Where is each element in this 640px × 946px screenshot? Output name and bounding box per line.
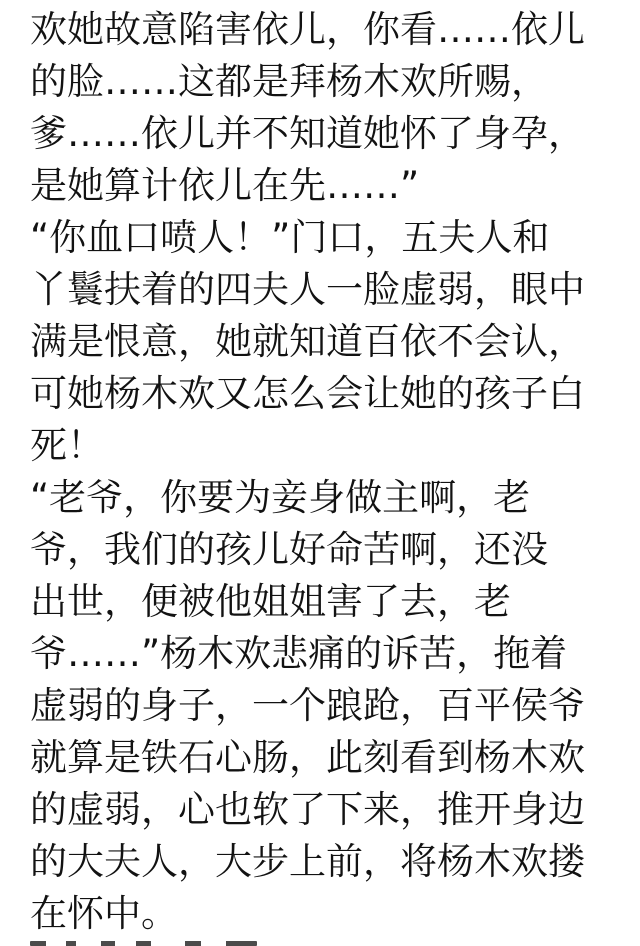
- text-line: 在怀中。: [30, 892, 178, 935]
- text-line: 死！: [30, 424, 104, 467]
- text-line: 的虚弱，心也软了下来，推开身边: [30, 788, 585, 831]
- text-line: 是她算计依儿在先……”: [30, 164, 420, 207]
- text-line: 的大夫人，大步上前，将杨木欢搂: [30, 840, 585, 883]
- text-line: 的脸……这都是拜杨木欢所赐，: [30, 60, 548, 103]
- text-line: “老爷，你要为妾身做主啊，老: [30, 476, 531, 519]
- text-line: 爷……”杨木欢悲痛的诉苦，拖着: [30, 632, 568, 675]
- text-line: 就算是铁石心肠，此刻看到杨木欢: [30, 736, 585, 779]
- text-line: 爹……依儿并不知道她怀了身孕，: [30, 112, 585, 155]
- text-line: 虚弱的身子，一个踉跄，百平侯爷: [30, 684, 585, 727]
- text-line: 欢她故意陷害依儿，你看……依儿: [30, 8, 585, 51]
- text-line: “你血口喷人！”门口，五夫人和: [30, 216, 550, 259]
- paragraph: [30, 4, 614, 212]
- text-line: 爷，我们的孩儿好命苦啊，还没: [30, 528, 548, 571]
- paragraph: [30, 472, 614, 940]
- clipped-next-line-fragment: [30, 941, 257, 946]
- text-line: 出世，便被他姐姐害了去，老: [30, 580, 511, 623]
- text-line: 满是恨意，她就知道百依不会认，: [30, 320, 585, 363]
- reader-text-content: [30, 4, 614, 940]
- paragraph: [30, 212, 614, 472]
- text-line: 可她杨木欢又怎么会让她的孩子白: [30, 372, 585, 415]
- text-line: 丫鬟扶着的四夫人一脸虚弱，眼中: [30, 268, 585, 311]
